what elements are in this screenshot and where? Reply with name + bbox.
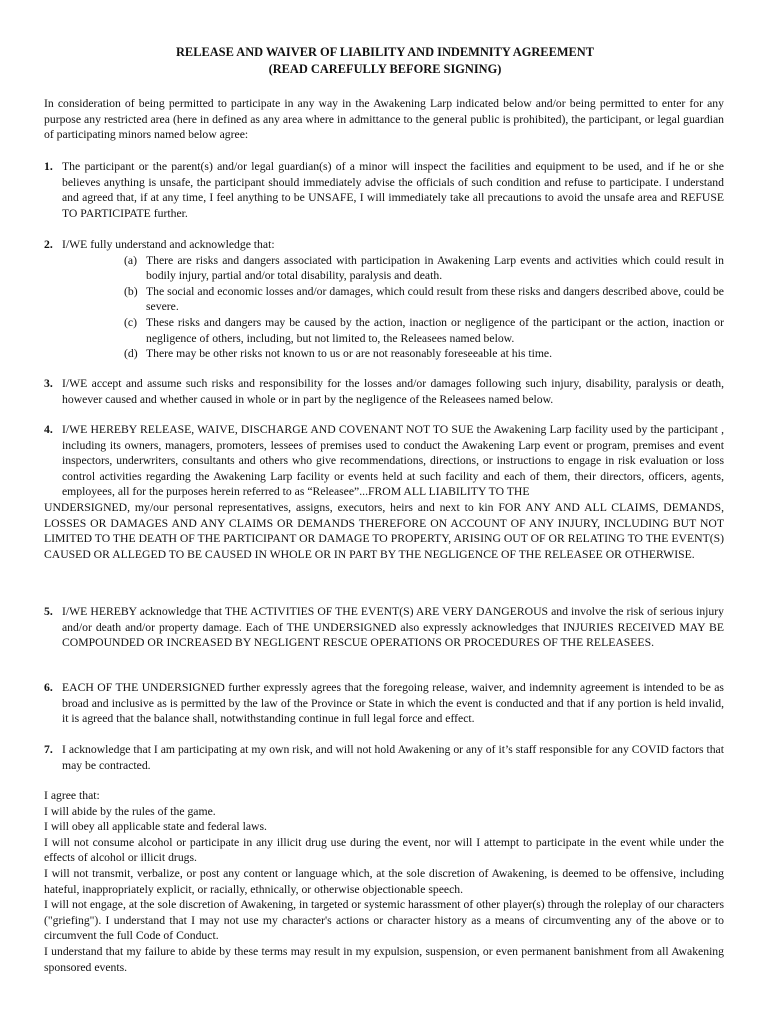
clause-text: I/WE HEREBY acknowledge that THE ACTIVITIES OF THE EVENT(S) ARE VERY DANGEROUS and involve the risk of serious injury and/or death and/or property damage. Each of THE UNDERSIGNED also expressly acknowledges that INJURIES RECEIVED MAY BE COMPOUNDED OR INCREASED BY NEGLIGENT RESCUE OPERATIONS OR PROCEDURES OF THE RELEASEES. xyxy=(62,605,724,650)
clause-number: 2. xyxy=(44,238,53,251)
agree-line: I will not consume alcohol or participate in any illicit drug use during the event, nor will I attempt to participate in the event while under the effects of alcohol or illicit drugs. xyxy=(44,835,724,865)
agree-heading: I agree that: xyxy=(44,789,100,802)
subclause-label: (a) xyxy=(124,253,137,267)
clause-4 xyxy=(44,422,724,562)
clause-continuation: UNDERSIGNED, my/our personal representatives, assigns, executors, heirs and next to kin FOR ANY AND ALL CLAIMS, DEMANDS, LOSSES OR DAMAGES AND ANY CLAIMS OR DEMANDS THEREFORE ON ACCOUNT OF ANY INJURY, INCLUDING BUT NOT LIMITED TO THE DEATH OF THE PARTICIPANT OR DAMAGE TO PROPERTY, ARISING OUT OF OR RELATING TO THE EVENT(S) CAUSED OR ALLEGED TO BE CAUSED IN WHOLE OR IN PART BY THE NEGLIGENCE OF THE RELEASEE OR OTHERWISE. xyxy=(44,500,724,561)
subclause-a xyxy=(124,253,724,284)
agree-line: I will obey all applicable state and federal laws. xyxy=(44,820,267,834)
clause-3 xyxy=(44,376,724,407)
subclause-c xyxy=(124,315,724,346)
clause-number: 6. xyxy=(44,681,53,694)
clause-text: I/WE HEREBY RELEASE, WAIVE, DISCHARGE AND COVENANT NOT TO SUE the Awakening Larp facility used by the participant , including its owners, managers, promoters, lessees of premises used to conduct the Awakening Larp event or program, premises and event inspectors, underwriters, consultants and others who give recommendations, directions, or instructions to engage in risk evaluation or loss control activities regarding the Awakening Larp facility or events held at such facility and each of them, their directors, officers, agents, employees, all for the purposes herein referred to as “Releasee”...FROM ALL LIABILITY TO THE xyxy=(62,423,724,499)
subclause-text: There may be other risks not known to us or are not reasonably foreseeable at his time. xyxy=(146,347,553,361)
intro-paragraph: In consideration of being permitted to participate in any way in the Awakening Larp indicated below and/or being permitted to enter for any purpose any restricted area (here in defined as any area where in admittance to the general public is prohibited), the participant, or legal guardian of participating minors named below agree: xyxy=(44,97,724,142)
agree-line: I understand that my failure to abide by these terms may result in my expulsion, suspension, or even permanent banishment from all Awakening sponsored events. xyxy=(44,944,724,974)
subclause-label: (d) xyxy=(124,347,138,361)
document-title xyxy=(0,44,770,78)
subclause-label: (c) xyxy=(124,315,137,329)
subclause-text: These risks and dangers may be caused by the action, inaction or negligence of the participant or the action, inaction or negligence of others, including, but not limited to, the Releasees named below. xyxy=(146,315,724,345)
subclause-label: (b) xyxy=(124,284,138,298)
clause-number: 5. xyxy=(44,605,53,618)
agreement-terms xyxy=(44,788,724,975)
clause-number: 1. xyxy=(44,160,53,173)
clause-text: I/WE fully understand and acknowledge that: xyxy=(62,238,275,251)
clause-6 xyxy=(44,680,724,727)
subclause-d xyxy=(124,346,724,362)
title-line-1: RELEASE AND WAIVER OF LIABILITY AND INDEMNITY AGREEMENT xyxy=(175,45,595,59)
clause-7 xyxy=(44,742,724,773)
title-line-2: (READ CAREFULLY BEFORE SIGNING) xyxy=(268,62,502,76)
clause-text: The participant or the parent(s) and/or legal guardian(s) of a minor will inspect the facilities and equipment to be used, and if he or she believes anything is unsafe, the participant should immediately advise the officials of such condition and refuse to participate. I understand and agreed that, if at any time, I feel anything to be UNSAFE, I will immediately take all precautions to avoid the unsafe area and REFUSE TO PARTICIPATE further. xyxy=(62,160,724,220)
clause-number: 7. xyxy=(44,743,53,756)
clause-1 xyxy=(44,159,724,221)
agree-line: I will not engage, at the sole discretion of Awakening, in targeted or systemic harassment of other player(s) through the roleplay of our characters ("griefing"). I understand that I may not use my character's actions or character history as a means of circumventing any of the above or to circumvent the full Code of Conduct. xyxy=(44,898,724,943)
agree-line: I will not transmit, verbalize, or post any content or language which, at the sole discretion of Awakening, is deemed to be offensive, including hateful, inappropriately explicit, or racially, ethnically, or otherwise objectionable speech. xyxy=(44,866,724,896)
clause-text: I acknowledge that I am participating at my own risk, and will not hold Awakening or any of it’s staff responsible for any COVID factors that may be contracted. xyxy=(62,743,724,772)
clause-text: EACH OF THE UNDERSIGNED further expressly agrees that the foregoing release, waiver, and indemnity agreement is intended to be as broad and inclusive as is permitted by the law of the Province or State in which the event is conducted and that if any portion is held invalid, it is agreed that the balance shall, notwithstanding continue in full legal force and effect. xyxy=(62,681,724,726)
subclause-text: There are risks and dangers associated with participation in Awakening Larp events and activities which could result in bodily injury, partial and/or total disability, paralysis and death. xyxy=(146,253,724,283)
agree-line: I will abide by the rules of the game. xyxy=(44,804,216,818)
clause-number: 4. xyxy=(44,423,53,436)
clause-number: 3. xyxy=(44,377,53,390)
clause-2 xyxy=(44,237,724,362)
subclause-text: The social and economic losses and/or damages, which could result from these risks and dangers described above, could be severe. xyxy=(146,284,724,314)
subclause-b xyxy=(124,284,724,315)
clause-text: I/WE accept and assume such risks and responsibility for the losses and/or damages following such injury, disability, paralysis or death, however caused and whether caused in whole or in part by the negligence of the Releasees named below. xyxy=(62,377,724,406)
clause-5 xyxy=(44,604,724,651)
